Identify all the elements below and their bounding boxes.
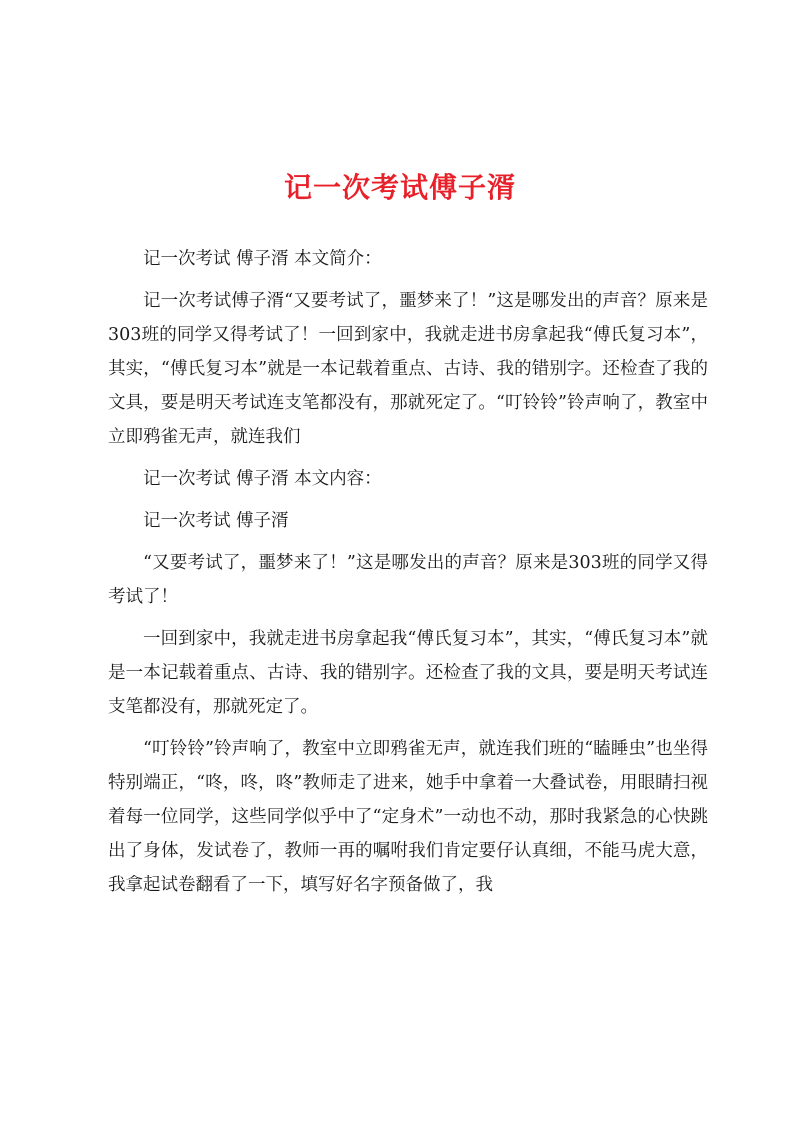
paragraph-summary-heading: 记一次考试 傅子湑 本文简介： [143,249,382,269]
paragraph-subtitle: 记一次考试 傅子湑 [143,511,289,531]
paragraph-body: “又要考试了，噩梦来了！”这是哪发出的声音？原来是303班的同学又得考试了！ [108,553,708,607]
paragraph-body: “叮铃铃”铃声响了，教室中立即鸦雀无声，就连我们班的“瞌睡虫”也坐得特别端正，“咚，咚，咚”教师走了进来，她手中拿着一大叠试卷，用眼睛扫视着每一位同学，这些同学似乎中了“定身术”一动也不动，那时我紧急的心快跳出了身体，发试卷了，教师一再的嘱咐我们肯定要仔认真细，不能马虎大意，我拿起试卷翻看了一下，填写好名字预备做了，我 [108,739,708,895]
paragraph-body: 一回到家中，我就走进书房拿起我“傅氏复习本”，其实，“傅氏复习本”就是一本记载着重点、古诗、我的错别字。还检查了我的文具，要是明天考试连支笔都没有，那就死定了。 [108,629,708,717]
document-title: 记一次考试傅子湑 [283,171,516,204]
document-body [108,242,708,910]
paragraph-content-heading: 记一次考试 傅子湑 本文内容： [143,469,382,489]
paragraph-summary: 记一次考试傅子湑“又要考试了，噩梦来了！”这是哪发出的声音？原来是303班的同学又得考试了！一回到家中，我就走进书房拿起我“傅氏复习本”，其实，“傅氏复习本”就是一本记载着重点、古诗、我的错别字。还检查了我的文具，要是明天考试连支笔都没有，那就死定了。“叮铃铃”铃声响了，教室中立即鸦雀无声，就连我们 [108,291,708,447]
